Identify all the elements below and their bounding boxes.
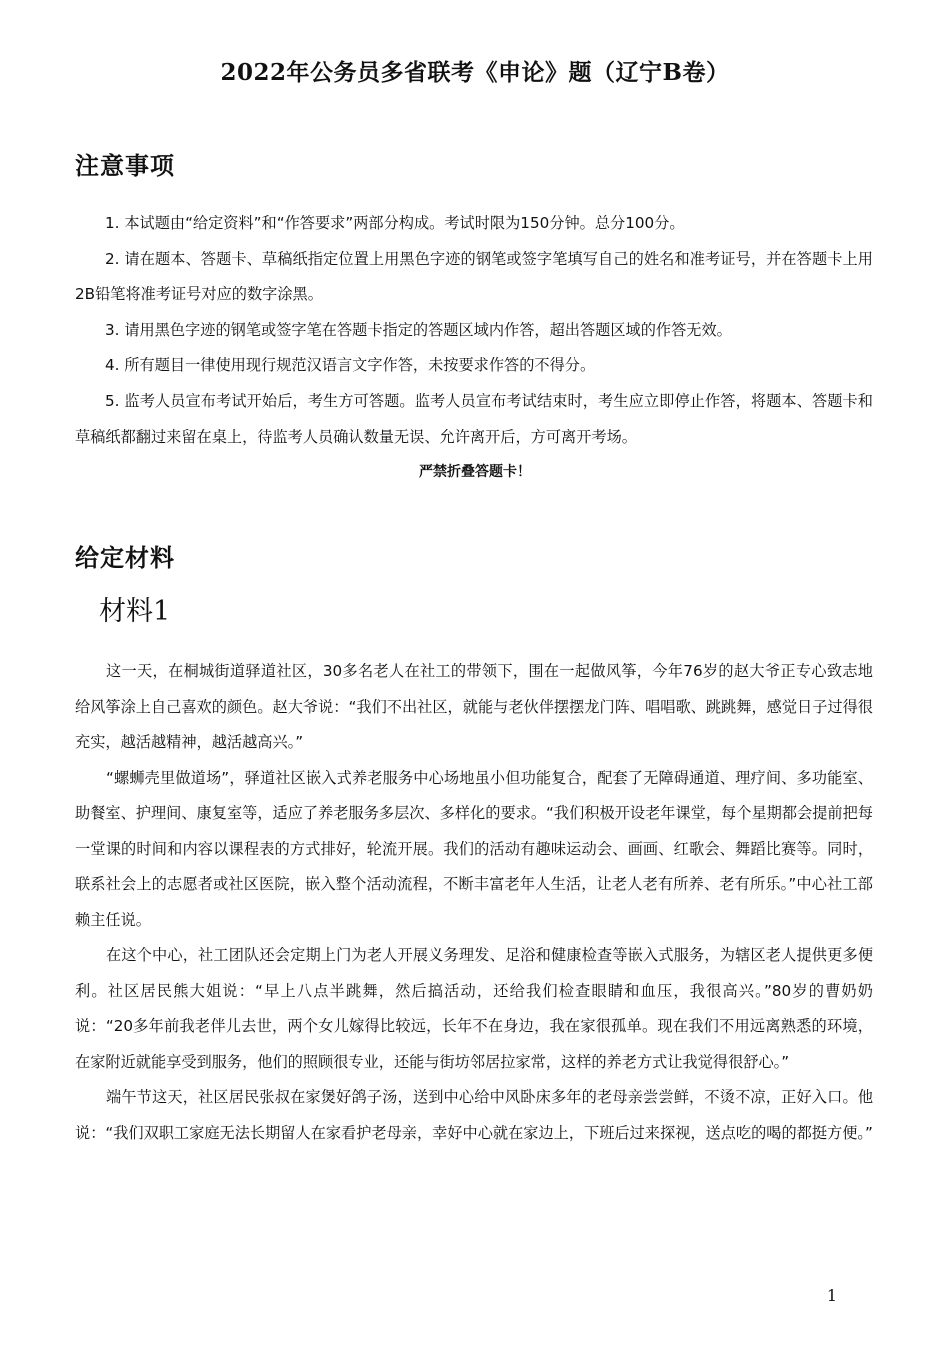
materials-heading: 给定材料	[75, 544, 175, 572]
material-paragraph: 这一天，在桐城街道驿道社区，30多名老人在社工的带领下，围在一起做风筝，今年76岁的赵大爷正专心致志地给风筝涂上自己喜欢的颜色。赵大爷说：“我们不出社区，就能与老伙伴摆摆龙门阵、唱唱歌、跳跳舞，感觉日子过得很充实，越活越精神，越活越高兴。”	[75, 662, 873, 751]
material-paragraph: 在这个中心，社工团队还会定期上门为老人开展义务理发、足浴和健康检查等嵌入式服务，为辖区老人提供更多便利。社区居民熊大姐说：“早上八点半跳舞，然后搞活动，还给我们检查眼睛和血压，我很高兴。”80岁的曹奶奶说：“20多年前我老伴儿去世，两个女儿嫁得比较远，长年不在身边，我在家很孤单。现在我们不用远离熟悉的环境，在家附近就能享受到服务，他们的照顾很专业，还能与街坊邻居拉家常，这样的养老方式让我觉得很舒心。”	[75, 946, 873, 1071]
notice-list	[75, 206, 873, 455]
notice-item: 2. 请在题本、答题卡、草稿纸指定位置上用黑色字迹的钢笔或签字笔填写自己的姓名和准考证号，并在答题卡上用2B铅笔将准考证号对应的数字涂黑。	[75, 249, 873, 304]
warning-text: 严禁折叠答题卡！	[419, 464, 531, 480]
material-1-body	[75, 654, 873, 1151]
material-paragraph: “螺蛳壳里做道场”，驿道社区嵌入式养老服务中心场地虽小但功能复合，配套了无障碍通道、理疗间、多功能室、助餐室、护理间、康复室等，适应了养老服务多层次、多样化的要求。“我们积极开设老年课堂，每个星期都会提前把每一堂课的时间和内容以课程表的方式排好，轮流开展。我们的活动有趣味运动会、画画、红歌会、舞蹈比赛等。同时，联系社会上的志愿者或社区医院，嵌入整个活动流程，不断丰富老年人生活，让老人老有所养、老有所乐。”中心社工部赖主任说。	[75, 768, 873, 929]
page-number: 1	[826, 1286, 838, 1305]
notice-item: 3. 请用黑色字迹的钢笔或签字笔在答题卡指定的答题区域内作答，超出答题区域的作答无效。	[105, 320, 732, 339]
material-1-title: 材料1	[99, 596, 171, 627]
material-paragraph: 端午节这天，社区居民张叔在家煲好鸽子汤，送到中心给中风卧床多年的老母亲尝尝鲜，不烫不凉，正好入口。他说：“我们双职工家庭无法长期留人在家看护老母亲，幸好中心就在家边上，下班后过来探视，送点吃的喝的都挺方便。”	[75, 1088, 873, 1142]
document-title: 2022年公务员多省联考《申论》题（辽宁B卷）	[220, 59, 730, 86]
notice-item: 5. 监考人员宣布考试开始后，考生方可答题。监考人员宣布考试结束时，考生应立即停止作答，将题本、答题卡和草稿纸都翻过来留在桌上，待监考人员确认数量无误、允许离开后，方可离开考场。	[75, 391, 873, 446]
notice-item: 4. 所有题目一律使用现行规范汉语言文字作答，未按要求作答的不得分。	[105, 356, 596, 375]
notice-heading: 注意事项	[75, 152, 175, 180]
notice-item: 1. 本试题由“给定资料”和“作答要求”两部分构成。考试时限为150分钟。总分100分。	[105, 214, 685, 232]
